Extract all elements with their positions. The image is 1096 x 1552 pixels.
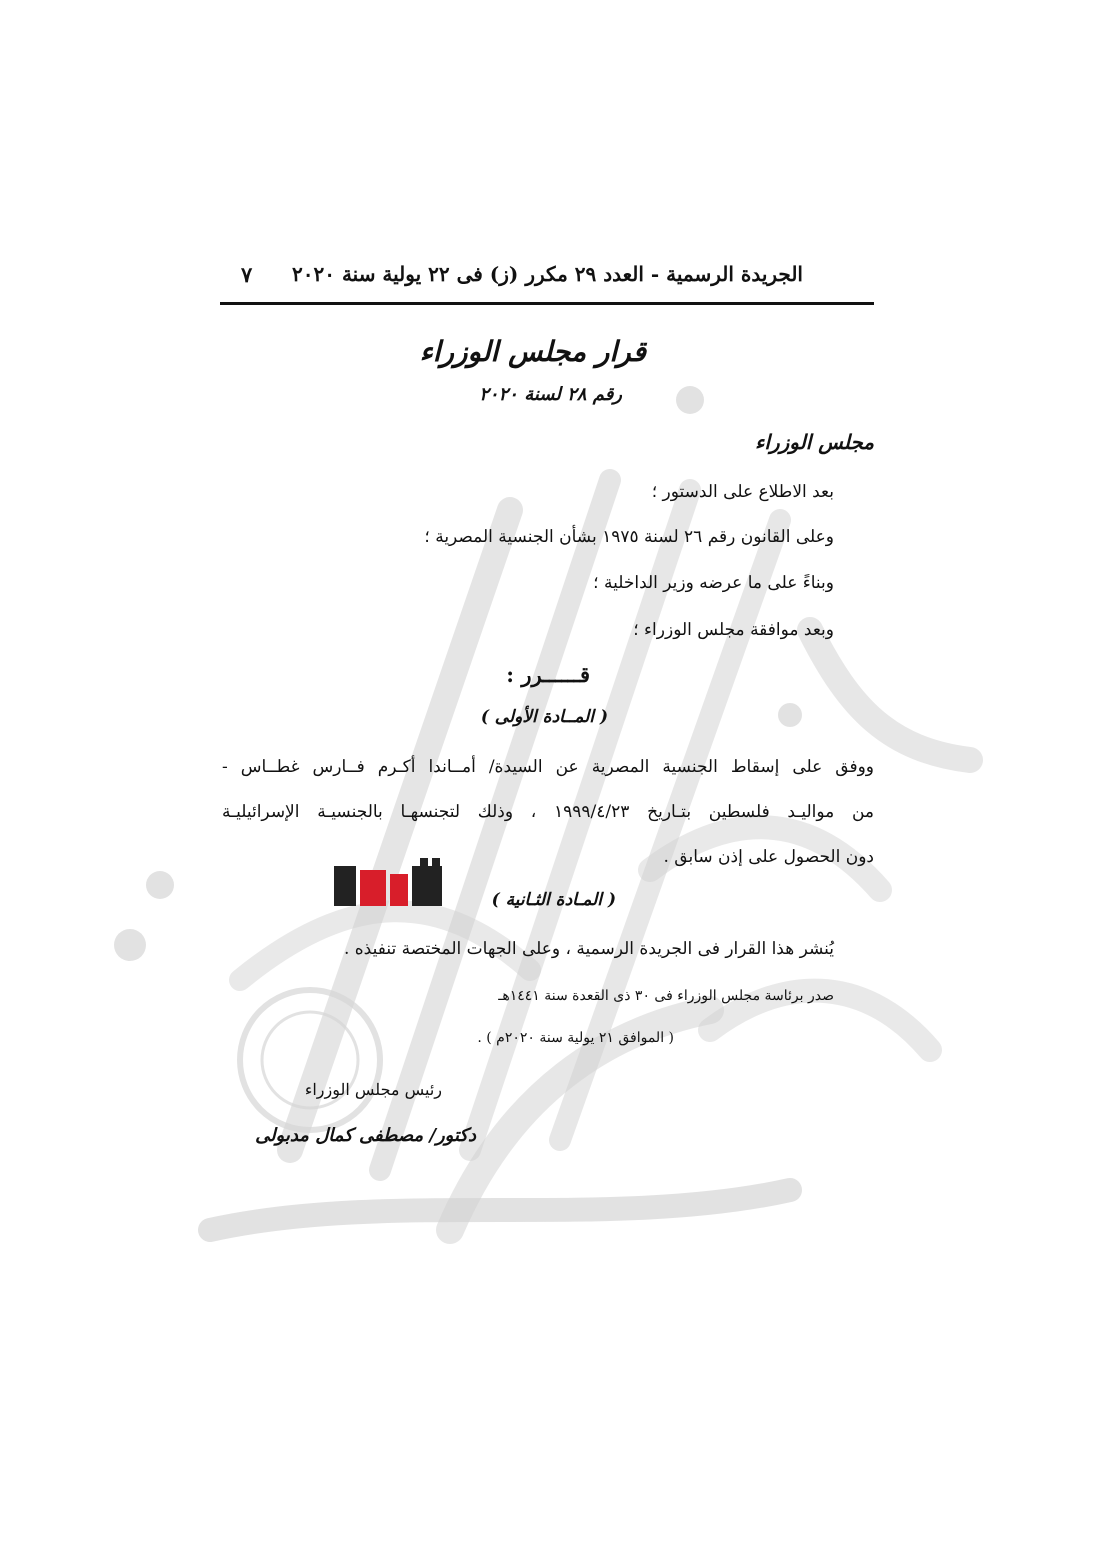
issued-date: صدر برئاسة مجلس الوزراء فى ٣٠ ذى القعدة سنة ١٤٤١هـ: [498, 988, 834, 1004]
page-number: ٧: [241, 262, 253, 287]
signatory-name: دكتور/ مصطفى كمال مدبولى: [255, 1125, 476, 1146]
article-1-heading: ( المــادة الأولى ): [480, 707, 608, 727]
article-2-text: يُنشر هذا القرار فى الجريدة الرسمية ، وعلى الجهات المختصة تنفيذه .: [343, 939, 834, 959]
article-1-line: ووفق على إسقاط الجنسية المصرية عن السيدة/ أمــاندا أكـرم فــارس غطــاس -: [222, 757, 874, 777]
article-1-line: من مواليـد فلسطين بتـاريخ ١٩٩٩/٤/٢٣ ، وذلك لتجنسهـا بالجنسيـة الإسرائيليـة: [222, 802, 875, 822]
decree-title: قرار مجلس الوزراء: [419, 335, 646, 368]
preamble-line: بعد الاطلاع على الدستور ؛: [651, 482, 834, 502]
preamble-line: وبعد موافقة مجلس الوزراء ؛: [633, 620, 834, 640]
preamble-line: وعلى القانون رقم ٢٦ لسنة ١٩٧٥ بشأن الجنسية المصرية ؛: [424, 527, 834, 547]
header-title: الجريدة الرسمية - العدد ٢٩ مكرر (ز) فى ٢٢ يولية سنة ٢٠٢٠: [292, 262, 803, 286]
article-2-heading: ( المـادة الثـانية ): [491, 890, 616, 910]
news-site-logo-icon: [320, 856, 458, 914]
signatory-title: رئيس مجلس الوزراء: [304, 1080, 442, 1099]
decree-word: قــــــرر :: [506, 662, 590, 687]
article-1-line: دون الحصول على إذن سابق .: [663, 847, 874, 867]
council-heading: مجلس الوزراء: [755, 430, 874, 454]
preamble-line: وبناءً على ما عرضه وزير الداخلية ؛: [593, 573, 834, 593]
decree-number: رقم ٢٨ لسنة ٢٠٢٠: [479, 384, 622, 405]
corresponding-date: ( الموافق ٢١ يولية سنة ٢٠٢٠م ) .: [477, 1030, 674, 1046]
